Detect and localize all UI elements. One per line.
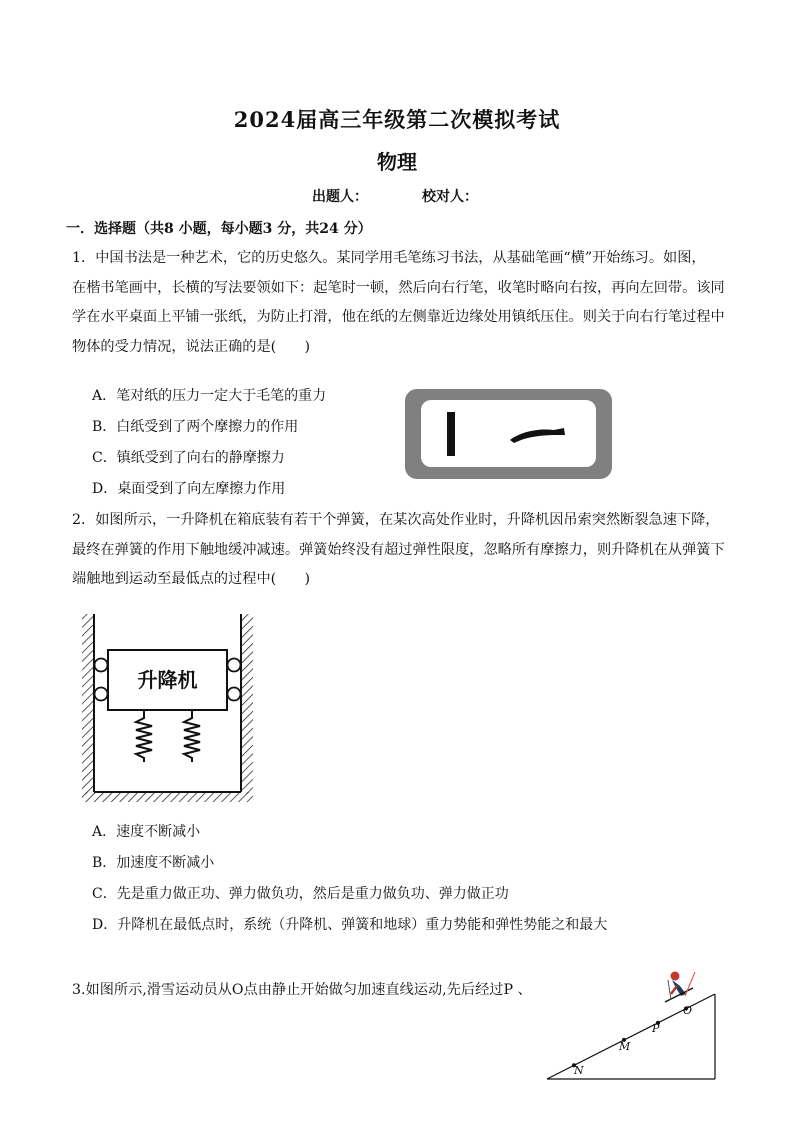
stem-line: 学在水平桌面上平铺一张纸，为防止打滑，他在纸的左侧靠近边缘处用镇纸压住。则关于向右行笔过程中 [72,309,725,325]
ski-slope-figure [545,966,725,1082]
question-2-option-b: B．加速度不断减小 [92,855,215,871]
stem-line: 2．如图所示，一升降机在箱底装有若干个弹簧，在某次高处作业时，升降机因吊索突然断裂急速下降， [72,512,720,528]
question-1-stem [72,244,732,362]
checker-label: 校对人： [422,189,478,205]
exam-title: 2024届高三年级第二次模拟考试 [233,107,561,132]
wheel [95,688,108,701]
setter-label: 出题人： [312,189,368,205]
question-2-stem [72,506,732,595]
stem-line: 1．中国书法是一种艺术，它的历史悠久。某同学用毛笔练习书法，从基础笔画“横”开始练习。如图， [72,250,706,266]
wheel [228,688,241,701]
section-heading: 一．选择题（共8 小题，每小题3 分，共24 分） [66,221,372,237]
subject-title: 物理 [377,150,417,174]
floor-hatch [82,792,253,802]
paperweight-mark [447,412,455,456]
wheel [95,659,108,672]
stem-line: 最终在弹簧的作用下触地缓冲减速。弹簧始终没有超过弹性限度，忽略所有摩擦力，则升降机在从弹簧下 [72,541,725,558]
label-n: N [574,1064,584,1077]
stem-line: 3.如图所示,滑雪运动员从O点由静止开始做匀加速直线运动,先后经过P 、 [72,982,532,998]
stem-line: 端触地到运动至最低点的过程中( ) [72,571,311,587]
question-2-option-d: D．升降机在最低点时，系统（升降机、弹簧和地球）重力势能和弹性势能之和最大 [92,917,608,933]
left-wall-hatch [82,614,94,794]
elevator-figure [80,612,255,804]
stem-line: 在楷书笔画中，长横的写法要领如下：起笔时一顿，然后向右行笔，收笔时略向右按，再向左回带。该同 [72,279,725,296]
label-o: O [683,1004,693,1017]
spring-left [136,710,152,762]
calligraphy-figure [404,388,613,480]
question-2-option-a: A．速度不断减小 [92,824,201,840]
right-wall-hatch [241,614,253,794]
stem-line: 物体的受力情况，说法正确的是( ) [72,338,311,355]
label-m: M [619,1040,631,1053]
question-1-option-b: B．白纸受到了两个摩擦力的作用 [92,419,299,435]
label-p: P [652,1022,660,1035]
question-1-option-d: D．桌面受到了向左摩擦力作用 [92,481,286,497]
spring-right [184,710,200,762]
question-1-option-c: C．镇纸受到了向右的静摩擦力 [92,450,285,466]
elevator-label: 升降机 [137,668,198,692]
question-2-option-c: C．先是重力做正功、弹力做负功，然后是重力做负功、弹力做正功 [92,886,509,902]
wheel [228,659,241,672]
skier-icon [665,972,695,1003]
question-1-option-a: A．笔对纸的压力一定大于毛笔的重力 [92,388,327,404]
